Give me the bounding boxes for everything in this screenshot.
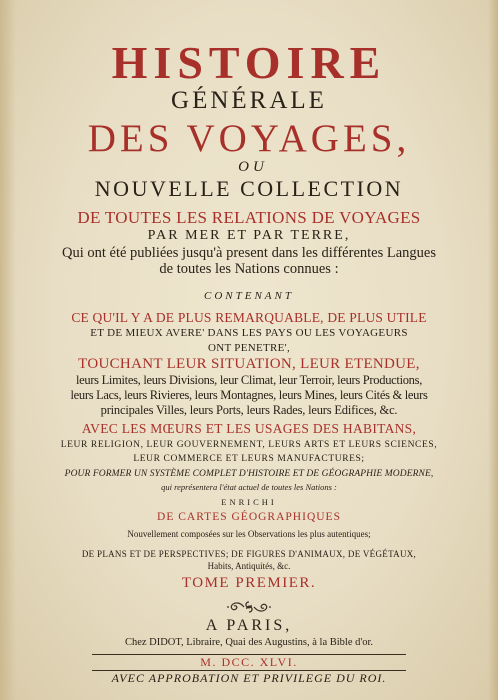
heading-contenant: CONTENANT (204, 290, 294, 302)
text-commerce: LEUR COMMERCE ET LEURS MANUFACTURES; (133, 454, 365, 464)
heading-enrichi: ENRICHI (221, 497, 277, 507)
text-lacs: leurs Lacs, leurs Rivieres, leurs Montagnes, leurs Mines, leurs Cités & leurs (70, 388, 428, 402)
title-generale: GÉNÉRALE (171, 87, 327, 114)
text-ont-penetre: ONT PENETRE', (207, 342, 291, 354)
text-a-paris: A PARIS, (205, 617, 293, 634)
text-publiees: Qui ont été publiées jusqu'à present dans les différentes Langues (61, 245, 436, 261)
subtitle-relations: DE TOUTES LES RELATIONS DE VOYAGES (77, 208, 421, 227)
text-privilege-du-roi: AVEC APPROBATION ET PRIVILEGE DU ROI. (111, 671, 387, 685)
text-moeurs-usages: AVEC LES MŒURS ET LES USAGES DES HABITANS, (81, 421, 417, 436)
title-ou: OU (238, 159, 268, 175)
text-religion: LEUR RELIGION, LEUR GOUVERNEMENT, LEURS ARTS ET LEURS SCIENCES, (60, 440, 438, 450)
text-plans-perspectives: DE PLANS ET DE PERSPECTIVES; DE FIGURES D'ANIMAUX, DE VÉGÉTAUX, (81, 549, 417, 559)
text-limites: leurs Limites, leurs Divisions, leur Climat, leur Terroir, leurs Productions, (75, 373, 423, 387)
title-nouvelle-collection: NOUVELLE COLLECTION (94, 176, 404, 201)
text-nations-connues: de toutes les Nations connues : (159, 261, 339, 277)
text-etat-actuel: qui représentera l'état actuel de toutes les Nations : (161, 482, 337, 492)
text-situation-etendue: TOUCHANT LEUR SITUATION, LEUR ETENDUE, (78, 356, 420, 372)
text-villes: principales Villes, leurs Ports, leurs Rades, leurs Edifices, &c. (100, 403, 398, 417)
text-mieux-avere: ET DE MIEUX AVERE' DANS LES PAYS OU LES VOYAGEURS (90, 327, 408, 339)
text-date-mdccxlvi: M. DCC. XLVI. (200, 655, 298, 669)
text-cartes-geographiques: DE CARTES GÉOGRAPHIQUES (157, 511, 341, 523)
subtitle-par-mer: PAR MER ET PAR TERRE, (147, 228, 351, 243)
text-habits-antiquites: Habits, Antiquités, &c. (207, 561, 291, 571)
text-chez-didot: Chez DIDOT, Libraire, Quai des Augustins, à la Bible d'or. (124, 637, 374, 648)
text-systeme-complet: POUR FORMER UN SYSTÈME COMPLET D'HISTOIRE ET DE GÉOGRAPHIE MODERNE, (64, 469, 434, 479)
title-des-voyages: DES VOYAGES, (87, 117, 411, 160)
title-histoire: HISTOIRE (111, 37, 387, 88)
printers-ornament-icon (226, 599, 272, 615)
text-tome-premier: TOME PREMIER. (181, 575, 317, 591)
text-observations: Nouvellement composées sur les Observations les plus autentiques; (127, 529, 371, 539)
text-remarquable: CE QU'IL Y A DE PLUS REMARQUABLE, DE PLUS UTILE (71, 310, 427, 325)
